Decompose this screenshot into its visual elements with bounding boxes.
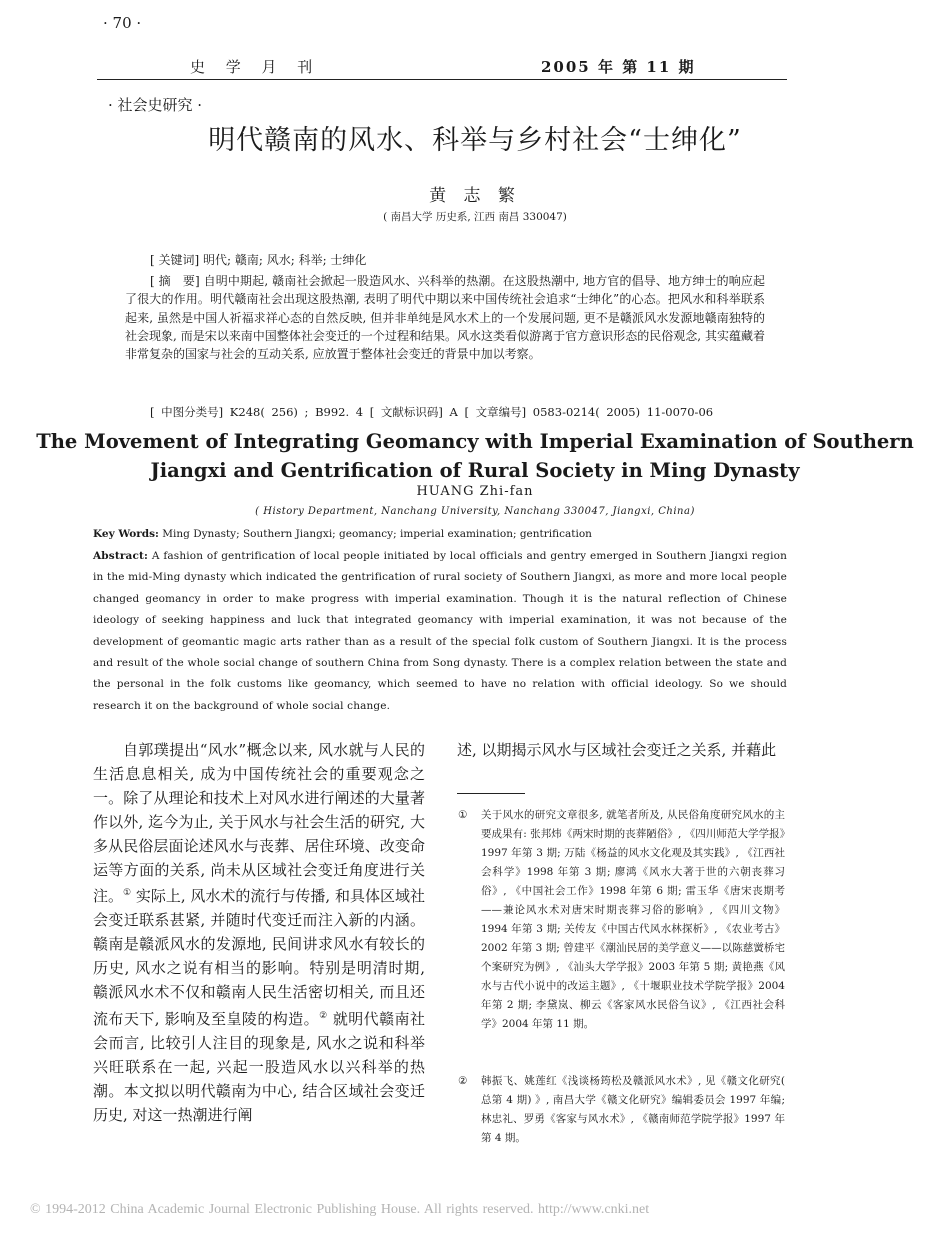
article-title-cn: 明代赣南的风水、科举与乡村社会“士绅化” xyxy=(208,125,742,156)
footnote-2 xyxy=(458,1072,785,1148)
keywords-en-text: Ming Dynasty; Southern Jiangxi; geomancy; imperial examination; gentrification xyxy=(158,528,592,540)
affiliation-cn: ( 南昌大学 历史系, 江西 南昌 330047) xyxy=(383,211,567,223)
author-name-en: HUANG Zhi-fan xyxy=(416,484,534,499)
abstract-en-text: A fashion of gentrification of local people initiated by local officials and gentry emerged in Southern Jiangxi region in the mid-Ming dynasty which indicated the gentrification of rural society of Southern Jiangxi, as more and more local people changed geomancy in order to make progress with imperial examination. Though it is the natural reflection of Chinese ideology of seeking happiness and luck that integrated geomancy with imperial examination, it was not because of the development of geomantic magic arts rather than as a result of the special folk custom of Southern Jiangxi. It is the process and result of the whole social change of southern China from Song dynasty. There is a complex relation between the state and the personal in the folk customs like geomancy, which seemed to have no relation with official ideology. So we should research it on the background of whole social change. xyxy=(93,550,787,712)
body-paragraph-part: 实际上, 风水术的流行与传播, 和具体区域社会变迁联系甚紧, 并随时代变迁而注入新的内涵。赣南是赣派风水的发源地, 民间讲求风水有较长的历史, 风水之说有相当的影响。特别是明清时期, 赣派风水术不仅和赣南人民生活密切相关, 而且还流布天下, 影响及至皇陵的构造。 xyxy=(93,887,425,1028)
body-paragraph-part: 就明代赣南社会而言, 比较引人注目的现象是, 风水之说和科举兴旺联系在一起, 兴起一股造风水以兴科举的热潮。本文拟以明代赣南为中心, 结合区域社会变迁历史, 对这一热潮进行阐 xyxy=(93,1009,425,1124)
footnote-1 xyxy=(458,806,785,1034)
header-rule xyxy=(97,79,787,80)
page-number: · 70 · xyxy=(103,14,142,32)
footnote-ref-2[interactable]: ② xyxy=(319,1010,328,1021)
body-text-left-column xyxy=(93,739,425,1128)
abstract-en-label: Abstract: xyxy=(93,550,149,562)
keywords-en-label: Key Words: xyxy=(93,528,159,540)
author-name-cn: 黄 志 繁 xyxy=(429,186,521,206)
footnote-1-text: 关于风水的研究文章很多, 就笔者所及, 从民俗角度研究风水的主要成果有: 张邦炜《两宋时期的丧葬陋俗》, 《四川师范大学学报》1997 年第 3 期; 万陆《杨益的风水文化观及其实践》, 《江西社会科学》1998 年第 3 期; 廖鸿《风水大著于世的六朝丧葬习俗》, 《中国社会工作》1998 年第 6 期; 雷玉华《唐宋丧期考——兼论风水术对唐宋时期丧葬习俗的影响》, 《四川文物》1994 年第 3 期; 关传友《中国古代风水林探析》, 《农业考古》2002 年第 3 期; 曾建平《潮汕民居的美学意义——以陈慈黉桥宅个案研究为例》, 《汕头大学学报》2003 年第 5 期; 黄艳燕《风水与古代小说中的改运主题》, 《十堰职业技术学院学报》2004 年第 2 期; 李黛岚、柳云《客家风水民俗刍议》, 《江西社会科学》2004 年第 11 期。 xyxy=(481,809,785,1030)
footnote-1-mark: ① xyxy=(458,809,468,821)
affiliation-en: ( History Department, Nanchang University, Nanchang 330047, Jiangxi, China) xyxy=(255,506,695,517)
abstract-cn: [ 摘 要] 自明中期起, 赣南社会掀起一股造风水、兴科举的热潮。在这股热潮中, 地方官的倡导、地方绅士的响应起了很大的作用。明代赣南社会出现这股热潮, 表明了明代中期以来中国传统社会追求“士绅化”的心态。把风水和科举联系起来, 虽然是中国人祈福求祥心态的自然反映, 但并非单纯是风水术上的一个发展问题, 更不是赣派风水发源地赣南独特的社会现象, 而是宋以来南中国整体社会变迁的一个过程和结果。风水这类看似游离于官方意识形态的民俗观念, 其实蕴藏着非常复杂的国家与社会的互动关系, 应放置于整体社会变迁的背景中加以考察。 xyxy=(125,274,765,362)
copyright-watermark: © 1994-2012 China Academic Journal Electronic Publishing House. All rights reserved. http://www.cnki.net xyxy=(30,1202,650,1217)
abstract-en xyxy=(93,546,787,717)
issue-info: 2005 年 第 11 期 xyxy=(541,58,696,76)
classification-cn: [ 中图分类号] K248( 256) ; B992. 4 [ 文献标识码] A [ 文章编号] 0583-0214( 2005) 11-0070-06 xyxy=(150,405,714,419)
article-title-en: The Movement of Integrating Geomancy with Imperial Examination of Southern Jiangxi and Gentrification of Rural Society in Ming Dynasty xyxy=(36,430,914,482)
footnote-2-mark: ② xyxy=(458,1075,468,1087)
body-text-right-column: 述, 以期揭示风水与区域社会变迁之关系, 并藉此 xyxy=(457,741,777,759)
keywords-cn: [ 关键词] 明代; 赣南; 风水; 科举; 士绅化 xyxy=(150,253,367,267)
section-label: · 社会史研究 · xyxy=(108,96,203,114)
journal-name: 史 学 月 刊 xyxy=(190,58,321,76)
footnote-rule xyxy=(457,793,525,794)
keywords-en xyxy=(93,528,592,540)
footnote-2-text: 韩振飞、姚莲红《浅谈杨筠松及赣派风水术》, 见《赣文化研究( 总第 4 期) 》, 南昌大学《赣文化研究》编辑委员会 1997 年编; 林忠礼、罗勇《客家与风水术》, 《赣南师范学院学报》1997 年第 4 期。 xyxy=(481,1075,785,1144)
footnote-ref-1[interactable]: ① xyxy=(123,888,132,899)
body-paragraph-part: 自郭璞提出“风水”概念以来, 风水就与人民的生活息息相关, 成为中国传统社会的重要观念之一。除了从理论和技术上对风水进行阐述的大量著作以外, 迄今为止, 关于风水与社会生活的研究, 大多从民俗层面论述风水与丧葬、居住环境、改变命运等方面的关系, 尚未从区域社会变迁角度进行关注。 xyxy=(93,741,425,906)
